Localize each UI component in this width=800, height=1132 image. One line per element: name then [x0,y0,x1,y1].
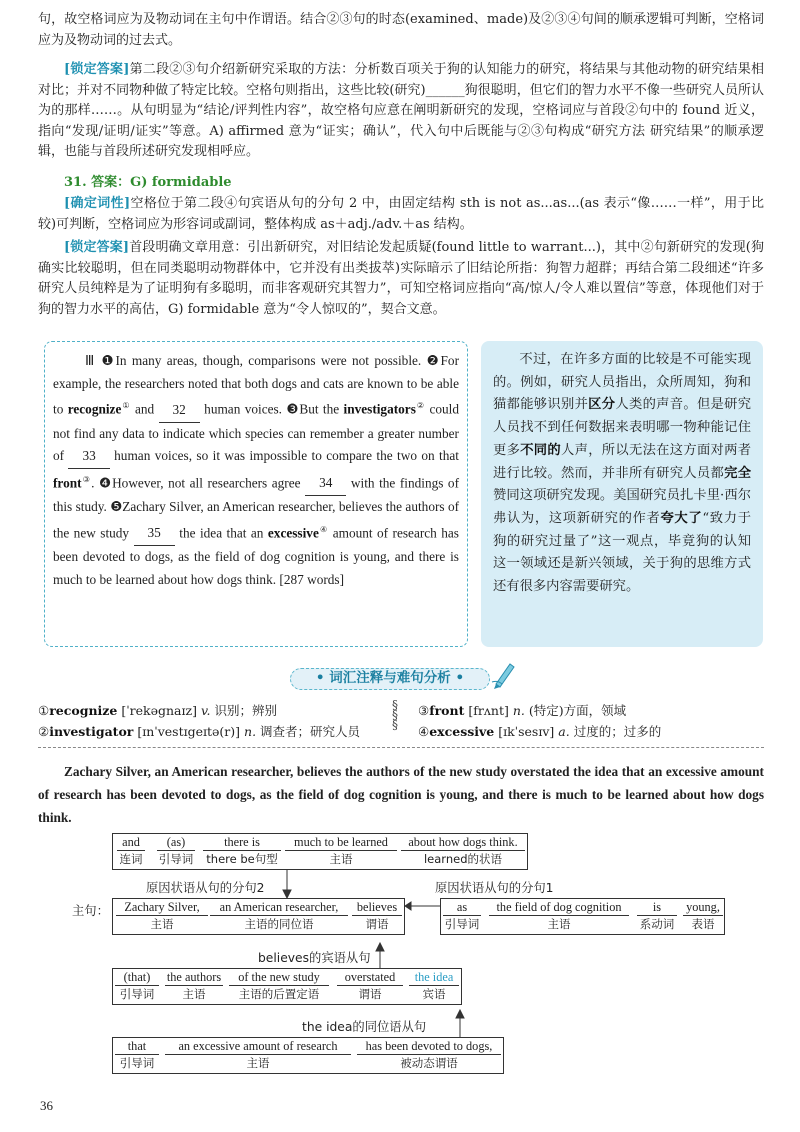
vocab-investigators: investigators [343,401,416,417]
passage-s5c: amount of research has been devoted to dogs, as the field of dog cognition is young, and there is much to be learned about how dogs think. [53,525,459,587]
diagram-cell: the authors 主语 [166,970,222,1001]
diagram-box-2 [112,898,405,935]
passage-s5b: the idea that an [179,525,264,541]
diagram-cell: about how dogs think. learned的状语 [401,835,525,868]
vocab-meaning: 过度的；过多的 [573,724,662,739]
diagram-cell: has been devoted to dogs, 被动态谓语 [357,1039,501,1072]
vocab-ipa: [ɪnˈvestɪgeɪtə(r)] [137,724,241,739]
diagram-cell: an excessive amount of research 主语 [165,1039,351,1072]
translation-t1c: 人类的声音。但是研究人员找不到任何数据来表明哪一物种能记住更多 [493,397,752,458]
diagram-cell: Zachary Silver, 主语 [116,900,208,933]
diagram-cell: overstated 谓语 [337,970,403,1003]
banner-title: 词汇注释与难句分析 [329,670,451,686]
paragraph-mark: Ⅲ [83,353,97,368]
blank-32: 32 [159,399,200,423]
footnote-1: ① [121,401,131,411]
diagram-cell: there is there be句型 [203,835,281,868]
diagram-cell: the idea 宾语 [409,970,459,1003]
translation-t4c: “致力于狗的研究过量了”这一观点，毕竟狗的认知这一领域还是新兴领域，关于狗的思维方式还有很多内容需要研究。 [493,510,752,595]
appositive-clause-label: the idea的同位语从句 [302,1020,427,1034]
vocab-num: ④ [418,724,430,739]
translation-bold-4: 夸大了 [660,510,703,526]
diagram-box-1 [112,833,528,870]
vocab-pos: a. [558,724,570,739]
q30-lock-text: 第二段②③句介绍新研究采取的方法：分析数百项关于狗的认知能力的研究，将结果与其他动物的研究结果相对比；并对不同物种做了特定比较。空格句则指出，这些比较(研究)______狗很聪明，但它们的智力水平不像一些研究人员所认为的那样……。从句明显为“结论/评判性内容”，故空格句应意在阐明新研究的发现，空格词应与首段②句中的 found 近义，指向“发现/证明/证实”等意。A) affirmed 意为“证实；确认”，代入句中后既能与②③句构成“研究方法 研究结果”的顺承逻辑，也能与首段所述研究发现相呼应。 [38,62,764,159]
diagram-cell: as 引导词 [444,900,480,931]
vocab-meaning: 调查者；研究人员 [260,724,361,739]
vocab-pos: n. [512,703,525,718]
diagram-cell: (that) 引导词 [115,970,159,1003]
footnote-4: ④ [318,524,329,534]
passage-s2b: and [134,401,155,417]
object-clause-label: believes的宾语从句 [258,951,371,965]
blank-35: 35 [134,522,175,546]
q31-answer: 31. 答案：G) formidable [64,175,232,190]
vocab-meaning: (特定)方面，领域 [528,703,627,718]
vocab-ipa: [ˈrekəgnaɪz] [121,703,197,718]
diagram-cell: (as) 引导词 [158,835,194,866]
passage-s3b: could not find any data to indicate which species can remember a greater number of [53,401,460,464]
word-count: [287 words] [279,571,345,587]
vocab-word: recognize [49,703,118,718]
translation-bold-3: 完全 [724,465,752,481]
diagram-cell: that 引导词 [115,1039,159,1072]
q30-lock-label: [锁定答案] [64,62,130,77]
passage-box: Ⅲ ❶In many areas, though, comparisons were not possible. ❷For example, the researchers noted that both dogs and cats are known to be able to recognize① and 32 human voices. ❸But the investigators② could not find any data to indicate which species can remember a greater number of 33 human voices, so it was impossible to compare the two on that front③. ❹However, not all researchers agree 34 with the findings of this study. ❺Zachary Silver, an American researcher, believes the authors of the new study 35 the idea that an excessive④ amount of research has been devoted to dogs, as the field of dog cognition is young, and there is much to be learned about how dogs think. [287 words] [44,341,468,647]
diagram-cell: is 系动词 [637,900,677,933]
passage-s3c: human voices, so it was impossible to compare the two on that [114,448,459,464]
q31-lock-label: [锁定答案] [64,240,130,255]
passage-s5a: ❺Zachary Silver, an American researcher, believes the authors of the new study [53,499,460,541]
blank-34: 34 [305,472,346,496]
vocab-excessive: excessive [267,525,319,541]
difficult-sentence: Zachary Silver, an American researcher, believes the authors of the new study overstated the idea that an excessive amount of research has been devoted to dogs, as the field of dog cognition is young, and there is much to be learned about how dogs think. [38,764,764,825]
passage-s3a: ❸But the [286,401,340,417]
translation-t3c: 赞同这项研究发现。美国研究员扎卡里·西尔弗认为，这项新研究的作者 [493,488,751,526]
clause-2-label: 原因状语从句的分句2 [146,881,265,895]
vocab-num: ① [38,703,50,718]
vocab-recognize: recognize [67,401,122,417]
main-clause-label: 主句： [72,904,109,918]
diagram-cell: much to be learned 主语 [285,835,397,868]
vocab-ipa: [ɪkˈsesɪv] [498,724,555,739]
diagram-box-5 [112,1037,504,1074]
q31-lock-text: 首段明确文章用意：引出新研究，对旧结论发起质疑(found little to warrant...)，其中②句新研究的发现(狗确实比较聪明，但在同类聪明动物群体中，它并没有出类拔萃)实际暗示了旧结论所指：狗智力超群；再结合第二段细述“许多研究人员纯粹是为了证明狗有多聪明，而非客观研究其智力”，可知空格词应指向“高/惊人/令人难以置信”等意，体现他们对于狗的智力水平的高估，G) formidable 意为“令人惊叹的”，契合文意。 [38,240,764,317]
vocab-pos: v. [200,703,211,718]
passage-s2c: human voices. [204,401,283,417]
diagram-cell: and 连词 [117,835,145,868]
translation-t1: 不过，在许多方面的比较是不可能实现的。例如，研究人员指出，众所周知，狗和猫都能够识别并 [493,352,751,413]
vocab-ipa: [frʌnt] [468,703,509,718]
diagram-cell: young, 表语 [683,900,723,933]
column-divider-icon: § § § [392,698,398,732]
diagram-cell: an American researcher, 主语的同位语 [210,900,348,933]
q31-pos-label: [确定词性] [64,196,131,211]
translation-t2c: 人声，所以无法在这方面对两者进行比较。然而，并非所有研究人员都 [493,442,752,481]
blank-33: 33 [68,445,109,469]
vocab-word: excessive [429,724,495,739]
page-number: 36 [40,1098,53,1113]
vocab-word: investigator [49,724,134,739]
diagram-cell: of the new study 主语的后置定语 [229,970,329,1003]
translation-bold-2: 不同的 [520,442,561,458]
vocab-front: front [53,475,82,491]
vocab-num: ② [38,724,50,739]
footnote-2: ② [415,401,426,411]
translation-bold-1: 区分 [588,397,616,413]
diagram-cell: believes 谓语 [352,900,402,933]
banner-dot-left: • [315,670,330,686]
vocab-num: ③ [418,703,430,718]
banner-dot-right: • [450,670,465,686]
diagram-box-3 [440,898,725,935]
diagram-cell: the field of dog cognition 主语 [489,900,629,933]
passage-s4b: with the findings of this study. [53,475,460,515]
diagram-box-4 [112,968,462,1005]
passage-s4a: ❹However, not all researchers agree [98,475,301,491]
answer-explanation-p1: 句，故空格词应为及物动词在主句中作谓语。结合②③句的时态(examined、made)及②③④句间的顺承逻辑可判断，空格词应为及物动词的过去式。 [38,12,764,48]
q31-pos-text: 空格位于第二段④句宾语从句的分句 2 中，由固定结构 sth is not as...as...(as 表示“像……一样”，用于比较)可判断，空格词应为形容词或副词，整体构成 as＋adj./adv.＋as 结构。 [38,196,764,232]
vocab-pos: n. [244,724,257,739]
passage-s1: ❶In many areas, though, comparisons were not possible. [101,353,422,368]
passage-s2a: ❷For example, the researchers noted that both dogs and cats are known to be able to [53,353,459,417]
footnote-3: ③ [81,474,92,484]
clause-1-label: 原因状语从句的分句1 [435,881,554,895]
vocab-word: front [429,703,465,718]
vocab-meaning: 识别；辨别 [214,703,277,718]
